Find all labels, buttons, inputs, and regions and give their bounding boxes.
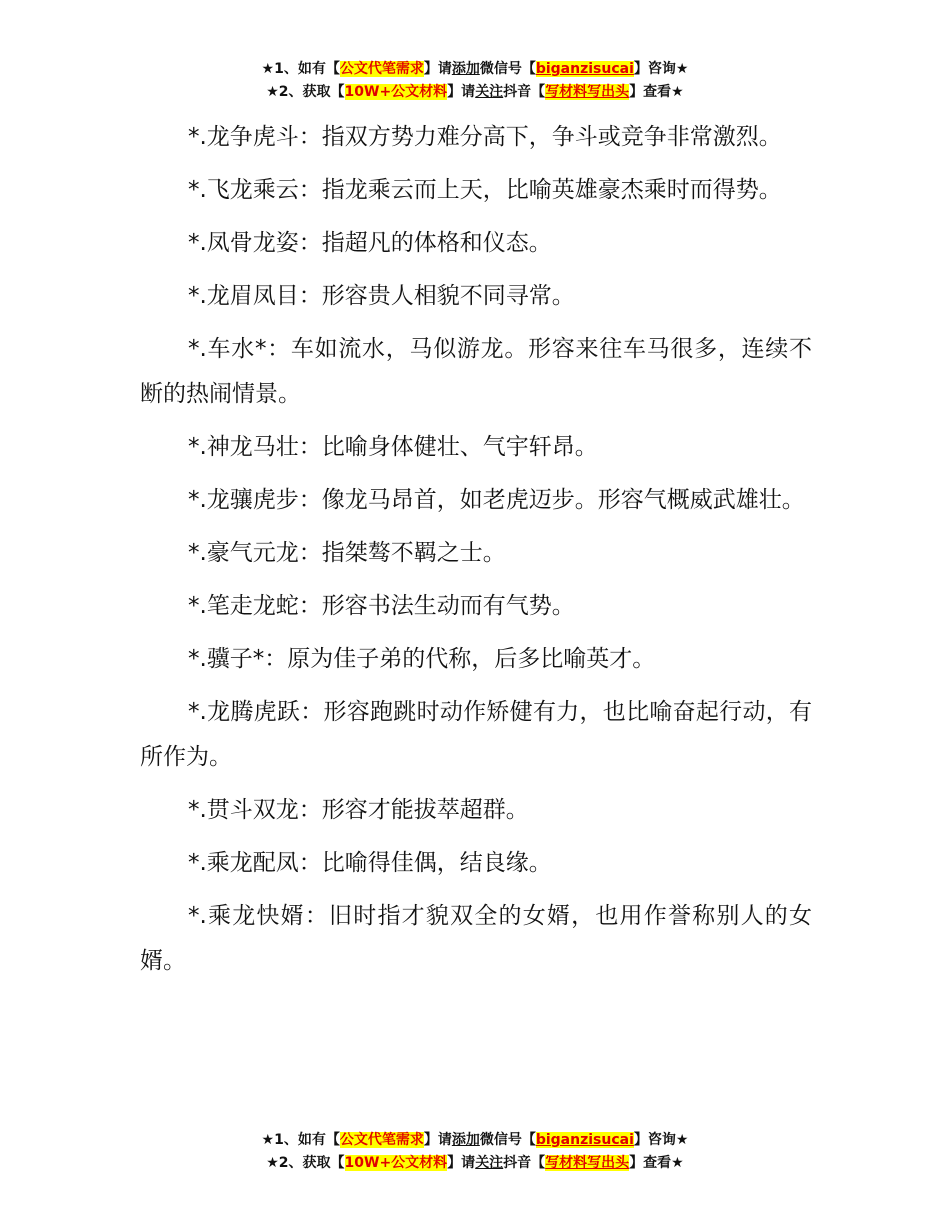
promo-text: ★1、如有【	[261, 1132, 340, 1148]
promo-highlight-wechat-id: biganzisucai	[535, 61, 634, 77]
idiom-entry: *.车水*：车如流水，马似游龙。形容来往车马很多，连续不断的热闹情景。	[140, 336, 812, 407]
promo-text: ★1、如有【	[261, 61, 340, 77]
promo-text: 】请	[423, 1132, 452, 1148]
bottom-promo-banner	[0, 1129, 950, 1175]
promo-text: ★2、获取【	[266, 1155, 345, 1171]
idiom-entry: *.凤骨龙姿：指超凡的体格和仪态。	[188, 230, 552, 256]
promo-line-2	[0, 1152, 950, 1175]
promo-text: ★2、获取【	[266, 84, 345, 100]
promo-text: 】请	[447, 84, 476, 100]
idiom-entry: *.笔走龙蛇：形容书法生动而有气势。	[188, 593, 575, 619]
idiom-entry: *.龙腾虎跃：形容跑跳时动作矫健有力，也比喻奋起行动，有所作为。	[140, 699, 812, 770]
promo-emphasis: 关注	[475, 84, 504, 100]
promo-text: 】咨询★	[633, 61, 689, 77]
idiom-entry: *.骥子*：原为佳子弟的代称，后多比喻英才。	[188, 646, 656, 672]
idiom-list	[140, 115, 812, 992]
idiom-entry: *.龙骧虎步：像龙马昂首，如老虎迈步。形容气概威武雄壮。	[188, 487, 805, 513]
top-promo-banner	[0, 58, 950, 104]
promo-text: 微信号【	[479, 61, 536, 77]
promo-emphasis: 添加	[451, 61, 480, 77]
idiom-entry: *.龙争虎斗：指双方势力难分高下，争斗或竞争非常激烈。	[188, 124, 782, 150]
promo-highlight-materials: 10W+公文材料	[344, 1155, 448, 1171]
promo-line-2	[0, 81, 950, 104]
promo-text: 抖音【	[503, 1155, 546, 1171]
promo-highlight-douyin-account: 写材料写出头	[545, 84, 630, 100]
idiom-entry: *.贯斗双龙：形容才能拔萃超群。	[188, 797, 529, 823]
idiom-entry: *.神龙马壮：比喻身体健壮、气宇轩昂。	[188, 434, 598, 460]
idiom-entry: *.飞龙乘云：指龙乘云而上天，比喻英雄豪杰乘时而得势。	[188, 177, 782, 203]
promo-text: 抖音【	[503, 84, 546, 100]
promo-highlight-service: 公文代笔需求	[339, 1132, 424, 1148]
promo-highlight-materials: 10W+公文材料	[344, 84, 448, 100]
promo-highlight-wechat-id: biganzisucai	[535, 1132, 634, 1148]
idiom-entry: *.乘龙快婿：旧时指才貌双全的女婿，也用作誉称别人的女婿。	[140, 903, 812, 974]
promo-text: 】请	[423, 61, 452, 77]
promo-line-1	[0, 1129, 950, 1152]
promo-emphasis: 添加	[451, 1132, 480, 1148]
promo-text: 】查看★	[629, 84, 684, 100]
idiom-entry: *.豪气元龙：指桀骜不羁之士。	[188, 540, 506, 566]
promo-emphasis: 关注	[475, 1155, 504, 1171]
promo-highlight-douyin-account: 写材料写出头	[545, 1155, 630, 1171]
promo-line-1	[0, 58, 950, 81]
promo-text: 】请	[447, 1155, 476, 1171]
idiom-entry: *.龙眉凤目：形容贵人相貌不同寻常。	[188, 283, 575, 309]
promo-highlight-service: 公文代笔需求	[339, 61, 424, 77]
idiom-entry: *.乘龙配凤：比喻得佳偶，结良缘。	[188, 850, 552, 876]
promo-text: 】咨询★	[633, 1132, 689, 1148]
promo-text: 】查看★	[629, 1155, 684, 1171]
promo-text: 微信号【	[479, 1132, 536, 1148]
